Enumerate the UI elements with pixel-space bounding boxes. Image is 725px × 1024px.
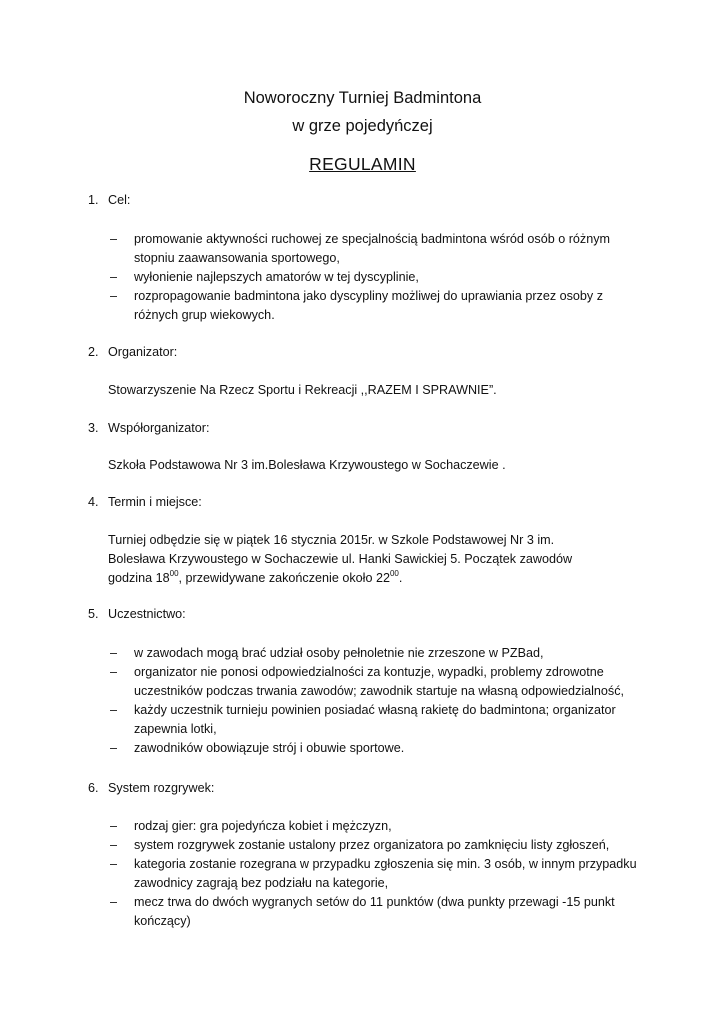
section-title: Cel: [108, 193, 131, 207]
dash-bullet: – [110, 895, 118, 909]
dash-bullet: – [110, 741, 118, 755]
dash-bullet: – [110, 232, 118, 246]
list-item: – zawodników obowiązuje strój i obuwie sportowe. [108, 739, 628, 758]
list-item: – wyłonienie najlepszych amatorów w tej dyscyplinie, [108, 268, 640, 287]
section-5-list [108, 644, 628, 758]
organizer-text: Stowarzyszenie Na Rzecz Sportu i Rekreacji ,,RAZEM I SPRAWNIE”. [108, 383, 497, 397]
section-number: 4. [88, 495, 99, 509]
section-title: Organizator: [108, 345, 178, 359]
co-organizer-text: Szkoła Podstawowa Nr 3 im.Bolesława Krzywoustego w Sochaczewie . [108, 458, 506, 472]
date-place-text: Turniej odbędzie się w piątek 16 stycznia 2015r. w Szkole Podstawowej Nr 3 im. Bolesława Krzywoustego w Sochaczewie ul. Hanki Sawickiej 5. Początek zawodów godzina $18^{00}$, przewidywane zakończenie około $22^{00}$. [108, 533, 573, 585]
section-6-list [108, 817, 640, 931]
dash-bullet: – [110, 289, 118, 303]
dash-bullet: – [110, 857, 118, 871]
document-heading: REGULAMIN [309, 154, 416, 174]
list-item: – promowanie aktywności ruchowej ze specjalnością badmintona wśród osób o różnym stopniu zaawansowania sportowego, [110, 232, 610, 265]
section-number: 5. [88, 607, 99, 621]
dash-bullet: – [110, 703, 118, 717]
section-1-list [108, 230, 640, 325]
section-number: 1. [88, 193, 99, 207]
title-line-2: w grze pojedyńczej [292, 117, 433, 135]
section-title: System rozgrywek: [108, 781, 215, 795]
title-line-1: Noworoczny Turniej Badmintona [243, 89, 482, 107]
list-item: – mecz trwa do dwóch wygranych setów do 11 punktów (dwa punkty przewagi -15 punkt kończący) [110, 895, 615, 928]
section-title: Współorganizator: [108, 421, 210, 435]
list-item: – rodzaj gier: gra pojedyńcza kobiet i mężczyzn, [108, 817, 640, 836]
dash-bullet: – [110, 665, 118, 679]
dash-bullet: – [110, 819, 118, 833]
section-title: Termin i miejsce: [108, 495, 202, 509]
list-item: – w zawodach mogą brać udział osoby pełnoletnie nie zrzeszone w PZBad, [108, 644, 628, 663]
dash-bullet: – [110, 838, 118, 852]
time-superscript: 00 [169, 568, 179, 578]
list-item: – kategoria zostanie rozegrana w przypadku zgłoszenia się min. 3 osób, w innym przypadku zawodnicy zagrają bez podziału na kategorie, [110, 857, 637, 890]
list-item: – rozpropagowanie badmintona jako dyscypliny możliwej do uprawiania przez osoby z różnych grup wiekowych. [110, 289, 604, 322]
dash-bullet: – [110, 646, 118, 660]
section-number: 2. [88, 345, 99, 359]
section-number: 3. [88, 421, 99, 435]
list-item: – organizator nie ponosi odpowiedzialności za kontuzje, wypadki, problemy zdrowotne uczestników podczas trwania zawodów; zawodnik startuje na własną odpowiedzialność, [110, 665, 625, 698]
time-superscript: 00 [389, 568, 399, 578]
list-item: – system rozgrywek zostanie ustalony przez organizatora po zamknięciu listy zgłoszeń, [108, 836, 640, 855]
list-item: – każdy uczestnik turnieju powinien posiadać własną rakietę do badmintona; organizator zapewnia lotki, [110, 703, 616, 736]
section-number: 6. [88, 781, 99, 795]
dash-bullet: – [110, 270, 118, 284]
section-title: Uczestnictwo: [108, 607, 186, 621]
